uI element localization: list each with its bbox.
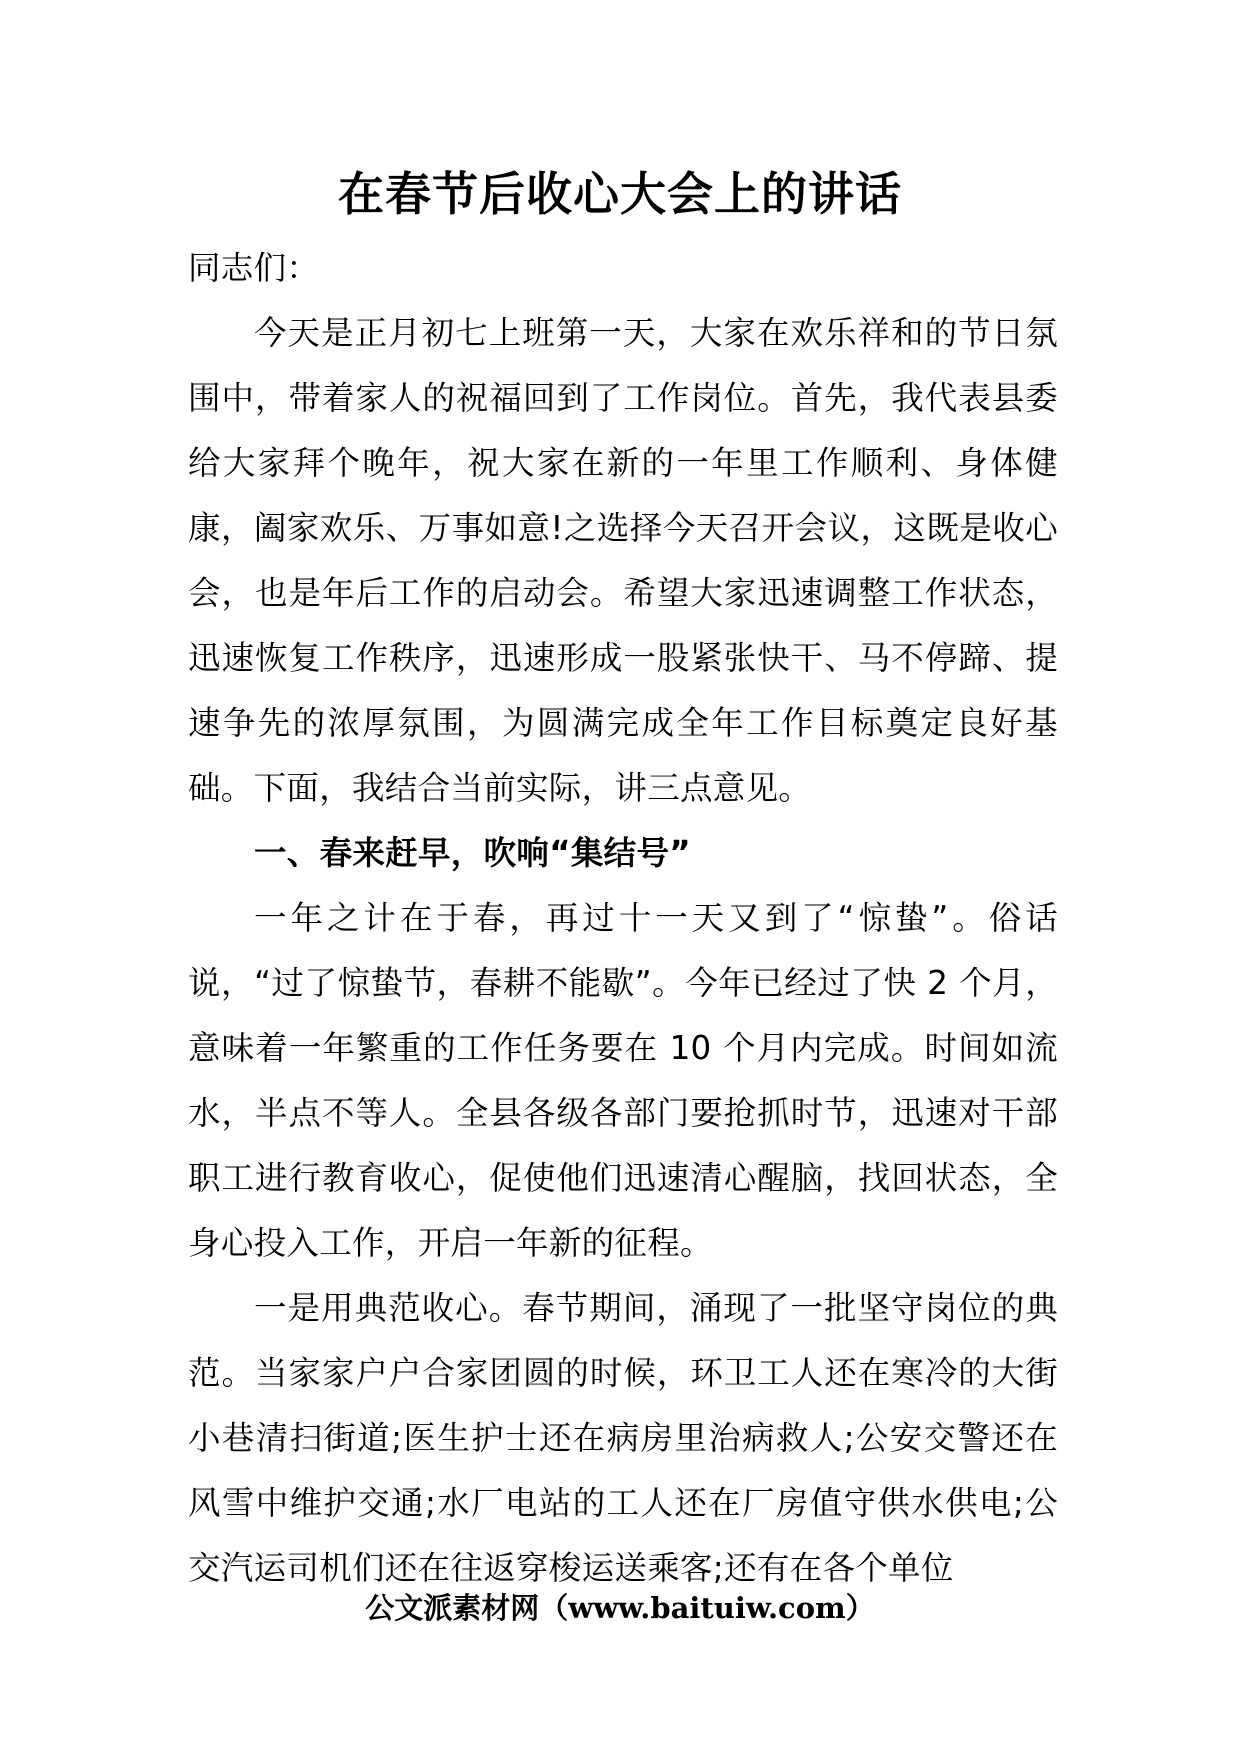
document-title: 在春节后收心大会上的讲话 bbox=[338, 167, 902, 221]
section-heading-1: 一、春来赶早，吹响“集结号” bbox=[254, 834, 691, 872]
paragraph-point-1: 一是用典范收心。春节期间，涌现了一批坚守岗位的典范。当家家户户合家团圆的时候，环卫工人还在寒冷的大街小巷清扫街道;医生护士还在病房里治病救人;公安交警还在风雪中维护交通;水厂电站的工人还在厂房值守供水供电;公交汽运司机们还在往返穿梭运送乘客;还有在各个单位 bbox=[188, 1289, 1058, 1587]
salutation: 同志们： bbox=[188, 249, 320, 287]
paragraph-section-1: 一年之计在于春，再过十一天又到了“惊蛰”。俗话说，“过了惊蛰节，春耕不能歇”。今年已经过了快 2 个月，意味着一年繁重的工作任务要在 10 个月内完成。时间如流水，半点不等人。全县各级各部门要抢抓时节，迅速对干部职工进行教育收心，促使他们迅速清心醒脑，找回状态，全身心投入工作，开启一年新的征程。 bbox=[188, 899, 1058, 1262]
paragraph-intro: 今天是正月初七上班第一天，大家在欢乐祥和的节日氛围中，带着家人的祝福回到了工作岗位。首先，我代表县委给大家拜个晚年，祝大家在新的一年里工作顺利、身体健康，阖家欢乐、万事如意!之选择今天召开会议，这既是收心会，也是年后工作的启动会。希望大家迅速调整工作状态，迅速恢复工作秩序，迅速形成一股紧张快干、马不停蹄、提速争先的浓厚氛围，为圆满完成全年工作目标奠定良好基础。下面，我结合当前实际，讲三点意见。 bbox=[188, 314, 1058, 807]
footer-watermark: 公文派素材网（www.baituiw.com） bbox=[365, 1591, 875, 1625]
document-body bbox=[188, 236, 1058, 1601]
